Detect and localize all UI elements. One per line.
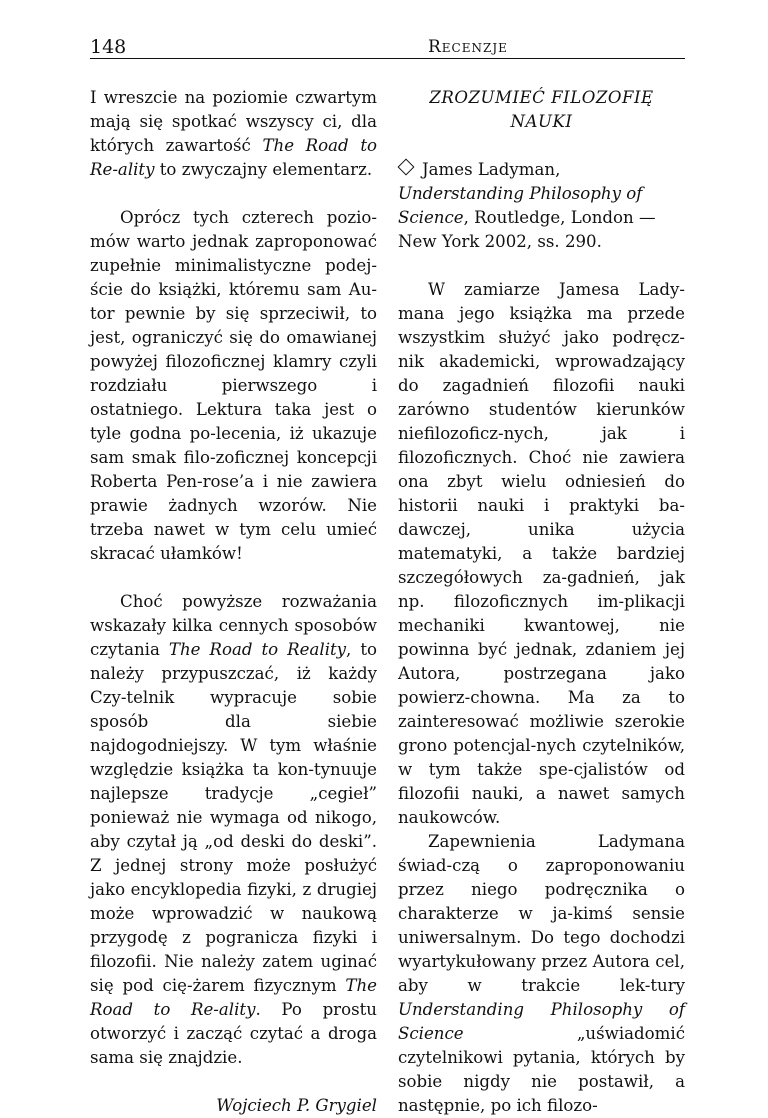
right-column	[398, 86, 685, 1118]
paragraph-level-four: I wreszcie na poziomie czwartym mają się spotkać wszyscy ci, dla których zawartość The Road to Re-ality to zwyczajny elementarz.	[90, 88, 377, 179]
paragraph-intro: W zamiarze Jamesa Lady-mana jego książka ma przede wszystkim służyć jako podręcz-nik akademicki, wprowadzający do zagadnień filozofii nauki zarówno studentów kierunków niefilozoficz-nych, jak i filozoficznych. Choć nie zawiera ona zbyt wielu odniesień do historii nauki i praktyki ba-dawczej, unika użycia matematyki, a także bardziej szczegółowych za-gadnień, jak np. filozoficznych im-plikacji mechaniki kwantowej, nie powinna być jednak, zdaniem jej Autora, postrzegana jako powierz-chowna. Ma za to zainteresować możliwie szerokie grono potencjal-nych czytelników, w tym także spe-cjalistów od filozofii nauki, a nawet samych naukowców.	[398, 280, 685, 827]
bibliographic-entry: James Ladyman, Understanding Philosophy of Science, Routledge, London — New York 2002, ss. 290.	[398, 160, 656, 251]
book-title: The Road to Reality	[168, 640, 347, 659]
section-title: ZROZUMIEĆ FILOZOFIĘ NAUKI	[429, 88, 654, 131]
book-title: Understanding Philosophy of Science	[398, 184, 643, 227]
diamond-icon	[398, 159, 415, 176]
paragraph-conclusion: Choć powyższe rozważania wskazały kilka cennych sposobów czytania The Road to Reality, to należy przypuszczać, iż każdy Czy-telnik wypracuje sobie sposób dla siebie najdogodniejszy. W tym właśnie względzie książka ta kon-tynuuje najlepsze tradycje „cegieł” ponieważ nie wymaga od nikogo, aby czytał ją „od deski do deski”. Z jednej strony może posłużyć jako encyklopedia fizyki, z drugiej może wprowadzić w naukową przygodę z pogranicza fizyki i filozofii. Nie należy zatem uginać się pod cię-żarem fizycznym The Road to Re-ality. Po prostu otworzyć i zacząć czytać a droga sama się znajdzie.	[90, 592, 377, 1067]
book-title: Understanding Philosophy of Science	[398, 1000, 685, 1043]
page-number: 148	[90, 36, 127, 58]
reviewer-signature: Wojciech P. Grygiel	[216, 1096, 377, 1115]
running-head: Recenzje	[428, 37, 508, 57]
paragraph-assurances: Zapewnienia Ladymana świad-czą o zaproponowaniu przez niego podręcznika o charakterze w ja-kimś sensie uniwersalnym. Do tego dochodzi wyartykułowany przez Autora cel, aby w trakcie lek-tury Understanding Philosophy of Science „uświadomić czytelnikowi pytania, których by sobie nigdy nie postawił, a następnie, po ich filozo-	[398, 832, 685, 1115]
book-title: The Road to Re-ality	[90, 976, 377, 1019]
running-header	[90, 36, 685, 59]
book-title: The Road to Re-ality	[90, 136, 377, 179]
left-column	[90, 86, 377, 1118]
paragraph-minimal-approach: Oprócz tych czterech pozio-mów warto jednak zaproponować zupełnie minimalistyczne podej-ście do książki, któremu sam Au-tor pewnie by się sprzeciwił, to jest, ograniczyć się do omawianej powyżej filozoficznej klamry czyli rozdziału pierwszego i ostatniego. Lektura taka jest o tyle godna po-lecenia, iż ukazuje sam smak filo-zoficznej koncepcji Roberta Pen-rose’a i nie zawiera prawie żadnych wzorów. Nie trzeba nawet w tym celu umieć skracać ułamków!	[90, 208, 377, 563]
